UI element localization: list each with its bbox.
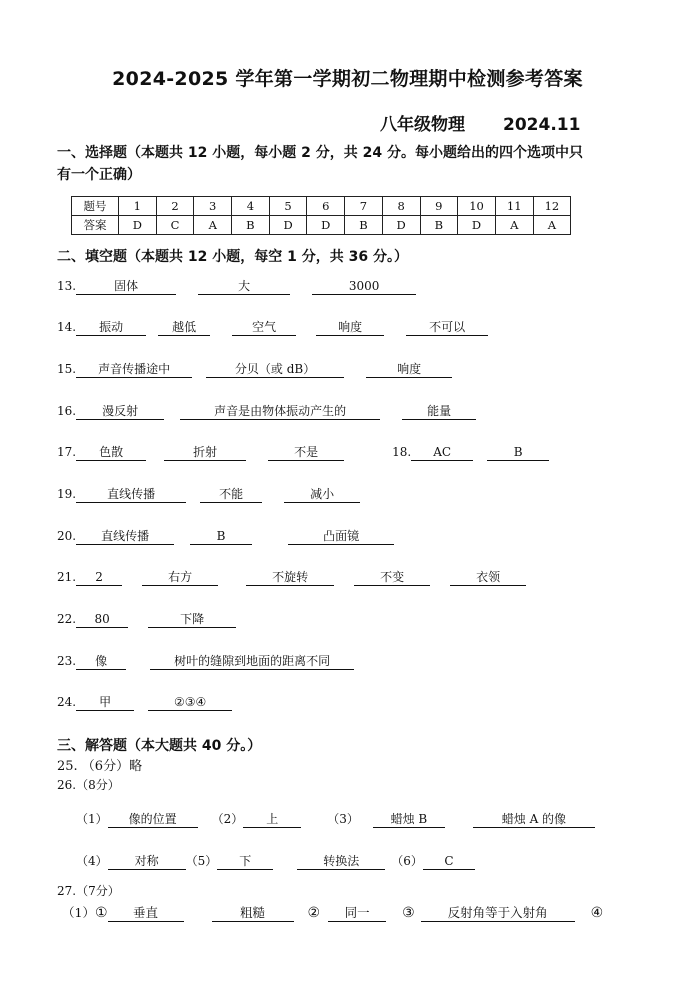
table-cell: A [194, 216, 232, 235]
question-22 [57, 612, 236, 628]
answer-blank: 右方 [142, 570, 218, 586]
answer-blank: 衣领 [450, 570, 526, 586]
table-cell: D [119, 216, 157, 235]
question-23 [57, 654, 354, 670]
table-cell: 11 [495, 197, 533, 216]
question-number: 13. [57, 279, 77, 293]
answer-blank: 漫反射 [76, 404, 164, 420]
question-16 [57, 404, 476, 420]
answer-blank: 声音是由物体振动产生的 [180, 404, 380, 420]
section1-heading: 一、选择题（本题共 12 小题，每小题 2 分，共 24 分。每小题给出的四个选项中只 [57, 145, 583, 161]
answer-blank: 上 [243, 812, 301, 828]
table-cell: B [420, 216, 458, 235]
answer-blank: ②③④ [148, 695, 232, 711]
sub-number: （1） [76, 812, 108, 826]
answer-blank: AC [411, 445, 473, 461]
question-20 [57, 529, 394, 545]
sub-number: （2） [211, 812, 244, 826]
table-cell: D [269, 216, 307, 235]
question-number: 22. [57, 612, 77, 626]
table-cell: 2 [156, 197, 194, 216]
question-27-head: 27.（7分） [57, 884, 120, 898]
question-15 [57, 362, 452, 378]
table-row-numbers [72, 197, 571, 216]
answer-blank: C [423, 854, 475, 870]
answer-table [71, 196, 571, 235]
answer-blank: B [190, 529, 252, 545]
answer-blank: 直线传播 [76, 529, 174, 545]
answer-blank: 像的位置 [108, 812, 198, 828]
circled-number: ① [94, 905, 108, 921]
answer-blank: 不旋转 [246, 570, 334, 586]
table-cell: 10 [458, 197, 496, 216]
sub-number: （4） [76, 854, 108, 868]
grade-label: 八年级物理 [380, 115, 465, 135]
question-number: 20. [57, 529, 77, 543]
table-cell: 5 [269, 197, 307, 216]
table-cell: C [156, 216, 194, 235]
answer-blank: 3000 [312, 279, 416, 295]
table-row-answers [72, 216, 571, 235]
question-17-18 [57, 445, 549, 461]
question-26-line2 [76, 852, 475, 870]
table-cell: 3 [194, 197, 232, 216]
answer-blank: B [487, 445, 549, 461]
answer-blank: 垂直 [108, 906, 184, 922]
answer-blank: 转换法 [297, 854, 385, 870]
question-25: 25. （6分）略 [57, 759, 143, 774]
question-14 [57, 320, 488, 336]
answer-blank: 色散 [76, 445, 146, 461]
table-cell: D [382, 216, 420, 235]
answer-blank: 直线传播 [76, 487, 186, 503]
table-cell: A [533, 216, 571, 235]
table-cell: 8 [382, 197, 420, 216]
answer-blank: 凸面镜 [288, 529, 394, 545]
question-19 [57, 487, 360, 503]
table-cell: D [458, 216, 496, 235]
question-24 [57, 695, 232, 711]
question-26-line1 [76, 810, 595, 828]
page-subtitle [380, 110, 580, 135]
question-number: 23. [57, 654, 77, 668]
answer-blank: 甲 [76, 695, 134, 711]
answer-blank: 蜡烛 A 的像 [473, 812, 595, 828]
answer-blank: 不可以 [406, 320, 488, 336]
section2-heading: 二、填空题（本题共 12 小题，每空 1 分，共 36 分。） [57, 249, 408, 265]
answer-blank: 对称 [108, 854, 186, 870]
question-number: 17. [57, 445, 77, 459]
section1-heading-cont: 有一个正确） [57, 167, 141, 183]
answer-blank: 80 [76, 612, 128, 628]
answer-blank: 反射角等于入射角 [421, 906, 575, 922]
answer-blank: 不变 [354, 570, 430, 586]
answer-blank: 2 [76, 570, 122, 586]
question-27-line1 [62, 903, 603, 922]
table-cell: 9 [420, 197, 458, 216]
answer-blank: 不能 [200, 487, 262, 503]
table-cell: 6 [307, 197, 345, 216]
question-number: 15. [57, 362, 77, 376]
answer-blank: 蜡烛 B [373, 812, 445, 828]
table-cell: B [345, 216, 383, 235]
table-header-q: 题号 [72, 197, 119, 216]
circled-number: ② [307, 905, 321, 921]
answer-blank: 固体 [76, 279, 176, 295]
answer-blank: 像 [76, 654, 126, 670]
question-number: 24. [57, 695, 77, 709]
answer-blank: 响度 [316, 320, 384, 336]
answer-blank: 分贝（或 dB） [206, 362, 344, 378]
answer-blank: 减小 [284, 487, 360, 503]
answer-blank: 折射 [164, 445, 246, 461]
question-number: 19. [57, 487, 77, 501]
table-cell: 12 [533, 197, 571, 216]
question-26-head: 26.（8分） [57, 778, 120, 792]
question-number: 18. [392, 445, 412, 459]
circled-number: ④ [590, 905, 604, 921]
table-cell: B [232, 216, 270, 235]
sub-number: （1） [62, 905, 95, 920]
table-cell: D [307, 216, 345, 235]
answer-blank: 空气 [232, 320, 296, 336]
sub-number: （3） [327, 812, 359, 826]
answer-blank: 同一 [328, 906, 386, 922]
question-21 [57, 570, 526, 586]
answer-blank: 响度 [366, 362, 452, 378]
table-cell: 7 [345, 197, 383, 216]
sub-number: （5） [185, 854, 218, 868]
answer-blank: 下 [217, 854, 273, 870]
date-label: 2024.11 [503, 115, 581, 135]
answer-blank: 不是 [268, 445, 344, 461]
answer-blank: 树叶的缝隙到地面的距离不同 [150, 654, 354, 670]
answer-blank: 越低 [158, 320, 210, 336]
answer-blank: 大 [198, 279, 290, 295]
page-title: 2024-2025 学年第一学期初二物理期中检测参考答案 [112, 68, 583, 90]
question-number: 21. [57, 570, 77, 584]
circled-number: ③ [402, 905, 415, 921]
answer-blank: 声音传播途中 [76, 362, 192, 378]
question-number: 16. [57, 404, 77, 418]
answer-blank: 振动 [76, 320, 146, 336]
table-cell: A [495, 216, 533, 235]
section3-heading: 三、解答题（本大题共 40 分。） [57, 738, 262, 754]
question-13 [57, 279, 416, 295]
answer-blank: 能量 [402, 404, 476, 420]
answer-blank: 粗糙 [212, 906, 294, 922]
answer-blank: 下降 [148, 612, 236, 628]
table-header-a: 答案 [72, 216, 119, 235]
table-cell: 1 [119, 197, 157, 216]
sub-number: （6） [391, 854, 423, 868]
table-cell: 4 [232, 197, 270, 216]
question-number: 14. [57, 320, 77, 334]
